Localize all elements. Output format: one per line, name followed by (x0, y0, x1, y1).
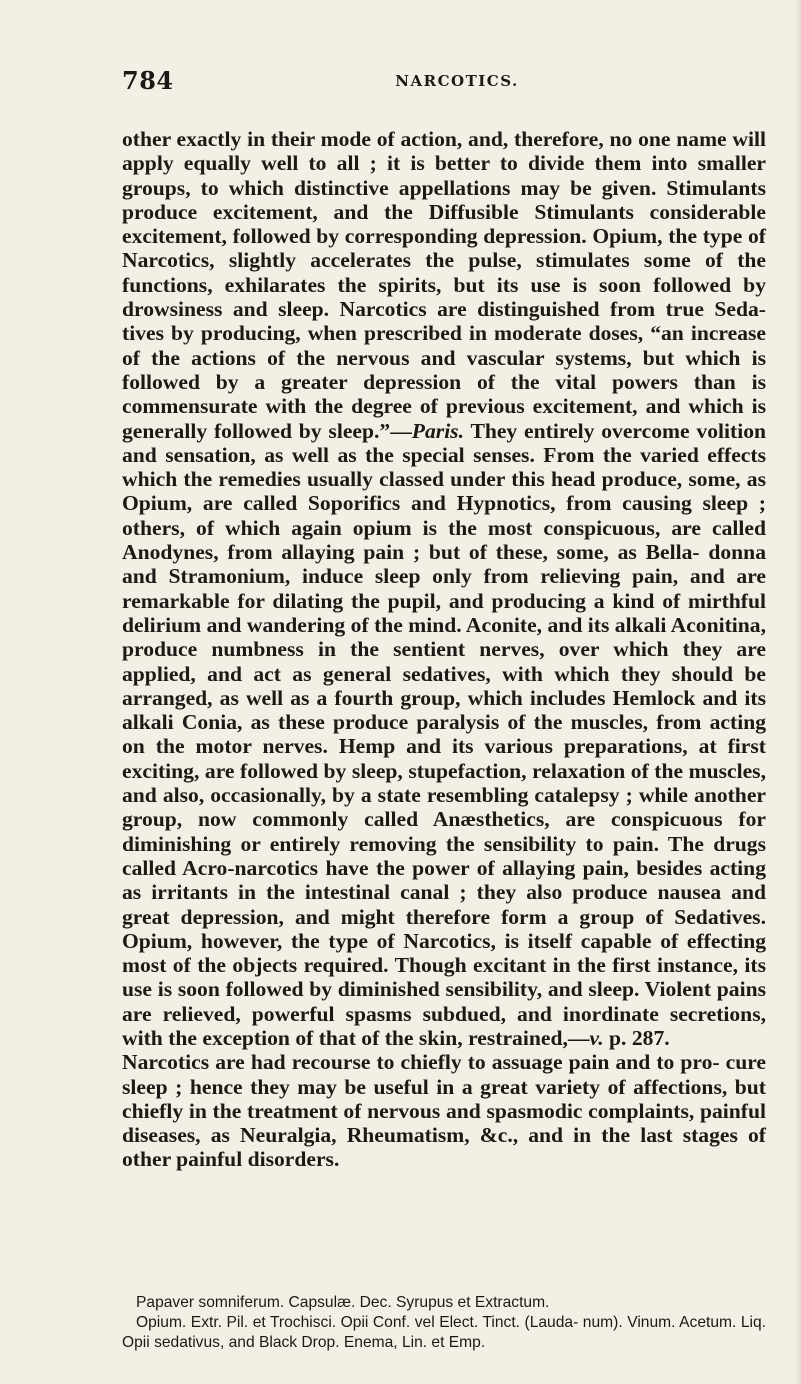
page-reference: p. 287. (603, 1025, 670, 1050)
cross-reference-v: v. (589, 1025, 604, 1050)
paragraph-1 (122, 127, 766, 1050)
scan-edge-shadow (795, 0, 801, 1384)
footnote-line-1: Papaver somniferum. Capsulæ. Dec. Syrupus et Extractum. (136, 1294, 550, 1311)
paragraph-1-text-a: other exactly in their mode of action, and, therefore, no one name will apply equally well to all ; it is better to divide them into smaller groups, to which distinctive appellations may be given. Stimulants produce excitement, and the Diffusible Stimulants considerable excitement, followed by corresponding depression. Opium, the type of Narcotics, slightly accelerates the pulse, stimulates some of the functions, exhilarates the spirits, but its use is soon followed by drowsiness and sleep. Narcotics are distinguished from true Seda- tives by producing, when prescribed in moderate doses, “an increase of the actions of the nervous and vascular systems, but which is followed by a greater depression of the vital powers than is commensurate with the degree of previous excitement, and which is generally followed by sleep.”— (122, 127, 766, 443)
paragraph-1-text-b: They entirely overcome volition and sensation, as well as the special senses. From the varied effects which the remedies usually classed under this head produce, some, as Opium, are called Soporifics and Hypnotics, from causing sleep ; others, of which again opium is the most conspicuous, are called Anodynes, from allaying pain ; but of these, some, as Bella- donna and Stramonium, induce sleep only from relieving pain, and are remarkable for dilating the pupil, and producing a kind of mirthful delirium and wandering of the mind. Aconite, and its alkali Aconitina, produce numbness in the sentient nerves, over which they are applied, and act as general sedatives, with which they should be arranged, as well as a fourth group, which includes Hemlock and its alkali Conia, as these produce paralysis of the muscles, from acting on the motor nerves. Hemp and its various preparations, at first exciting, are followed by sleep, stupefaction, relaxation of the muscles, and also, occasionally, by a state resembling catalepsy ; while another group, now commonly called Anæsthetics, are conspicuous for diminishing or entirely removing the sensibility to pain. The drugs called Acro-narcotics have the power of allaying pain, besides acting as irritants in the intestinal canal ; they also produce nausea and great depression, and might therefore form a group of Sedatives. Opium, however, the type of Narcotics, is itself capable of effecting most of the objects required. Though excitant in the first instance, its use is soon followed by diminished sensibility, and sleep. Violent pains are relieved, powerful spasms subdued, and inordinate secretions, with the exception of that of the skin, restrained,— (122, 418, 766, 1050)
page-number: 784 (122, 66, 174, 95)
paragraph-2: Narcotics are had recourse to chiefly to assuage pain and to pro- cure sleep ; hence they may be useful in a great variety of affections, but chiefly in the treatment of nervous and spasmodic complaints, painful diseases, as Neuralgia, Rheumatism, &c., and in the last stages of other painful disorders. (122, 1050, 766, 1172)
citation-paris: Paris. (411, 418, 464, 443)
body-text (122, 127, 766, 1172)
running-head: NARCOTICS. (395, 72, 519, 90)
footnote (122, 1293, 766, 1353)
footnote-line-2: Opium. Extr. Pil. et Trochisci. Opii Conf. vel Elect. Tinct. (Lauda- num). Vinum. Acetum. Liq. Opii sedativus, and Black Drop. Enema, Lin. et Emp. (122, 1314, 766, 1351)
page-header (122, 66, 762, 96)
